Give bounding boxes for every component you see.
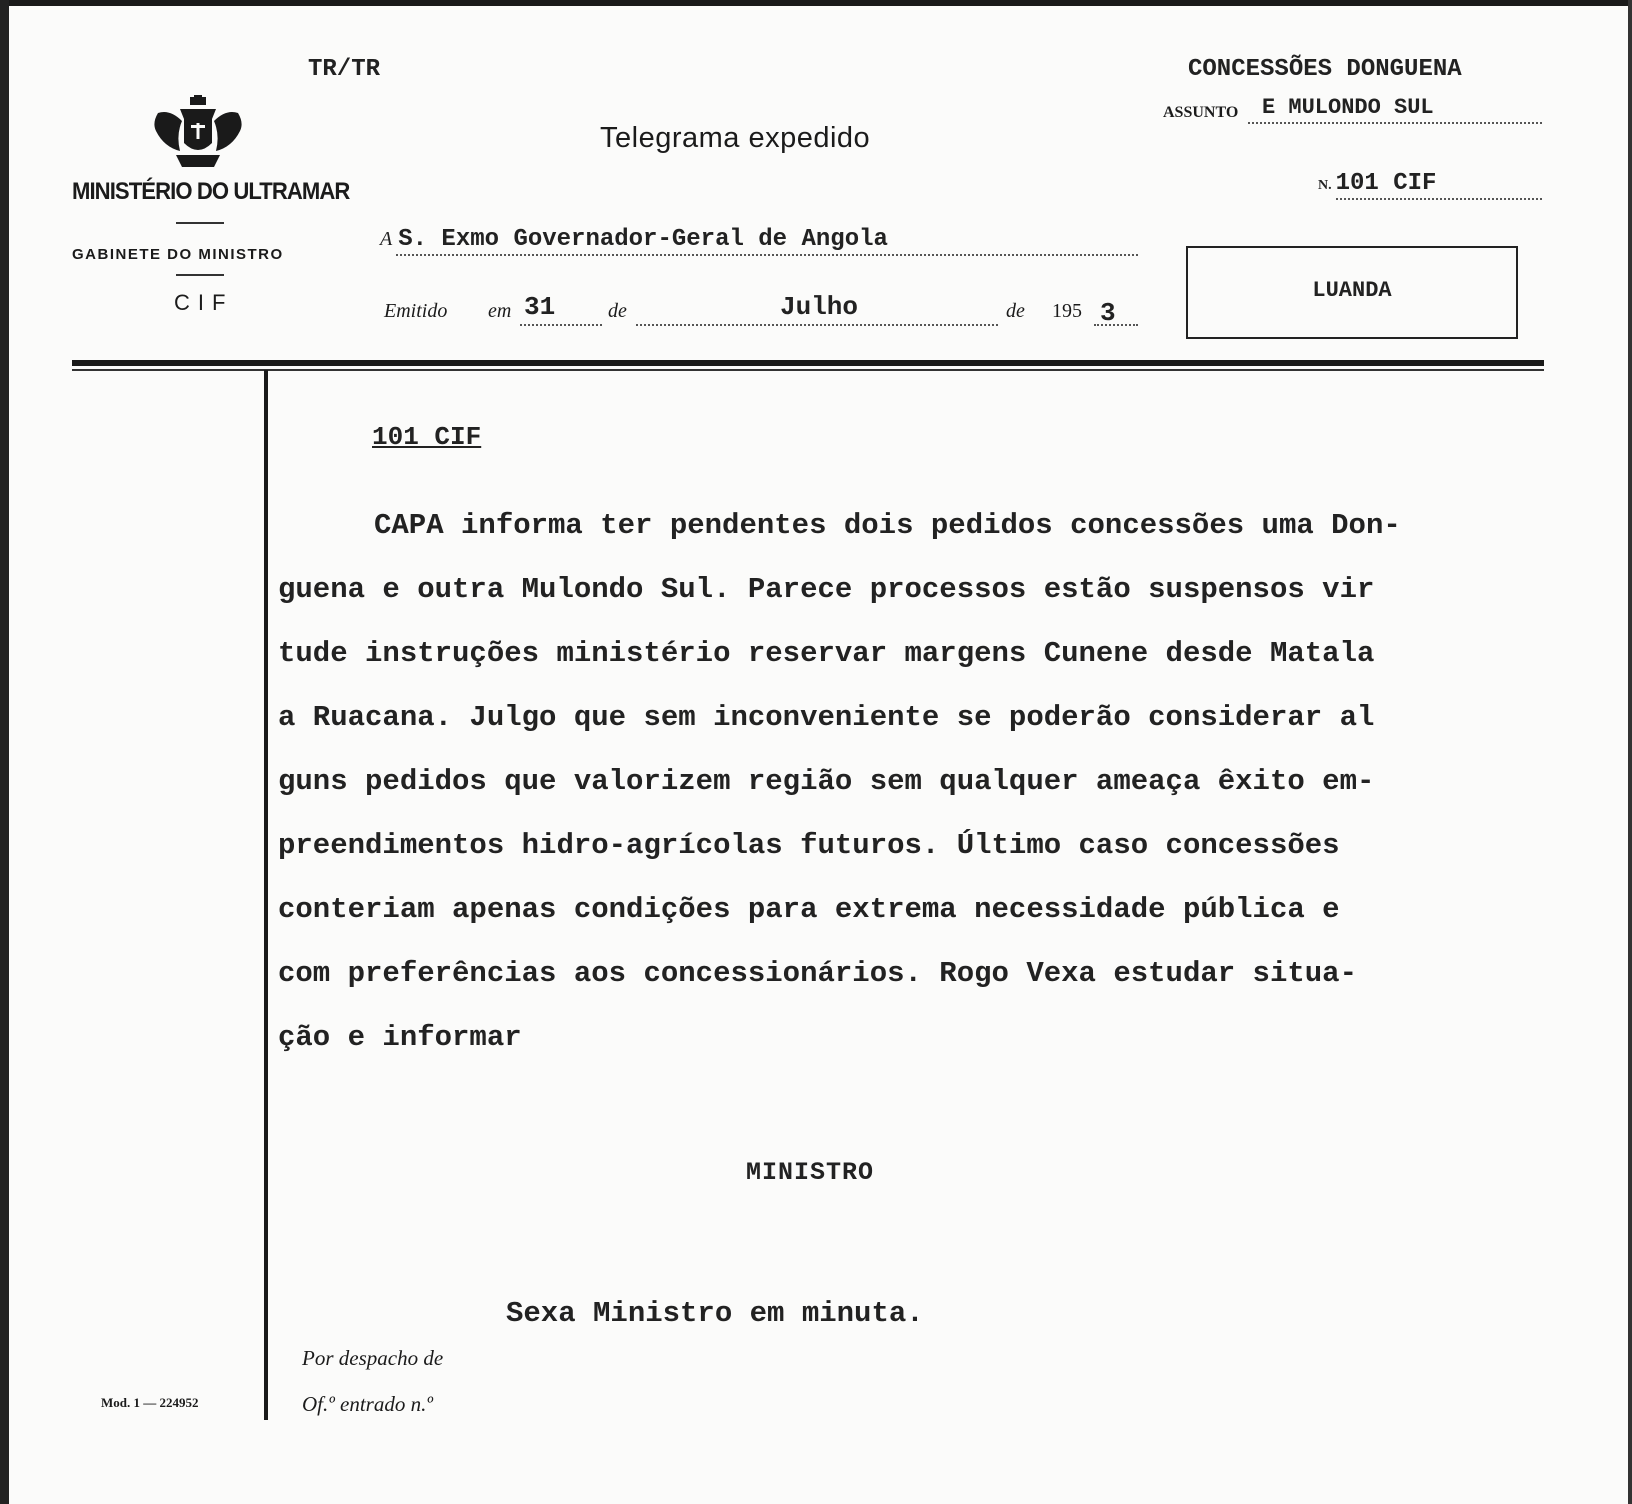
emitted-year-prefix: 195 [1052,300,1082,322]
number-dotted-line [1336,198,1542,200]
cabinet-name: GABINETE DO MINISTRO [72,246,284,263]
month-dotted-line [636,324,998,326]
subject-line-1: CONCESSÕES DONGUENA [1188,56,1462,83]
recipient-address [380,226,888,253]
reference-code: TR/TR [308,56,381,83]
scan-border-left [0,0,9,1504]
message-line: ção e informar [278,1021,522,1054]
oficio-label: Of.º entrado n.º [302,1392,433,1416]
telegram-number [1318,170,1436,197]
divider-rule [176,222,224,224]
subject-dotted-line [1248,122,1542,124]
message-line: CAPA informa ter pendentes dois pedidos concessões uma Don- [374,509,1401,542]
emitted-de-label: de [1006,300,1025,322]
model-code: Mod. 1 — 224952 [101,1395,199,1410]
destination-city: LUANDA [1312,278,1392,303]
recipient-name: S. Exmo Governador-Geral de Angola [398,226,888,253]
approval-note: Sexa Ministro em minuta. [506,1297,924,1330]
sender-signature: MINISTRO [746,1158,875,1187]
emitted-label: Emitido [384,300,448,322]
number-label: N. [1318,178,1332,193]
emitted-month: Julho [780,292,859,322]
message-line: preendimentos hidro-agrícolas futuros. Último caso concessões [278,829,1340,862]
scan-border-top [0,0,1632,6]
address-dotted-line [396,254,1138,256]
message-body [278,494,1568,1070]
message-line: a Ruacana. Julgo que sem inconveniente se poderão considerar al [278,701,1375,734]
margin-rule [264,370,268,1420]
year-dotted-line [1094,324,1138,326]
document-title: Telegrama expedido [600,122,871,154]
message-line: tude instruções ministério reservar margens Cunene desde Matala [278,637,1375,670]
subject-line-2: E MULONDO SUL [1262,95,1434,120]
scan-border-right [1628,0,1632,1504]
ministry-name: MINISTÉRIO DO ULTRAMAR [72,178,350,205]
message-code: 101 CIF [372,422,482,452]
header-separator [72,360,1544,366]
subject-label: ASSUNTO [1163,104,1239,121]
address-prefix: A [380,228,393,250]
number-value: 101 CIF [1335,170,1437,197]
day-dotted-line [520,324,602,326]
message-line: com preferências aos concessionários. Rogo Vexa estudar situa- [278,957,1357,990]
destination-box [1186,246,1518,339]
emitted-year-suffix: 3 [1100,298,1116,328]
message-line: conteriam apenas condições para extrema necessidade pública e [278,893,1340,926]
coat-of-arms-emblem [150,95,246,171]
despacho-label: Por despacho de [302,1346,444,1370]
divider-rule [176,274,224,276]
emitted-de-label: de [608,300,627,322]
message-line: guns pedidos que valorizem região sem qualquer ameaça êxito em- [278,765,1375,798]
header-separator-thin [72,369,1544,371]
cipher-label: CIF [174,290,234,315]
emitted-day: 31 [524,292,556,322]
emitted-em-label: em [488,300,512,322]
message-line: guena e outra Mulondo Sul. Parece processos estão suspensos vir [278,573,1375,606]
